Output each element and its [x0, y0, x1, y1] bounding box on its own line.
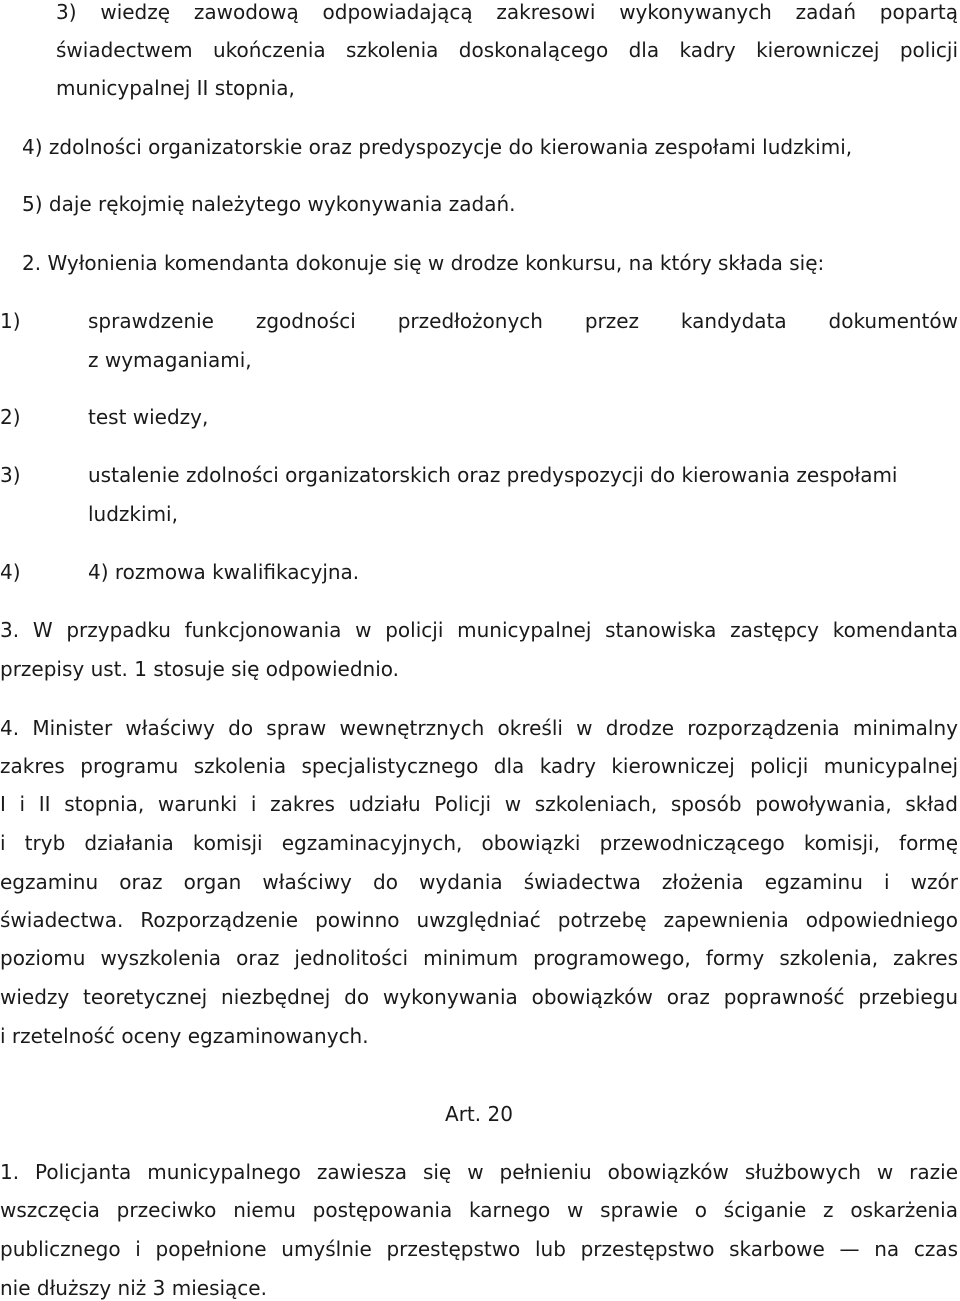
section-2-item-3-line-2: ludzkimi, — [88, 502, 178, 526]
section-4-line-9: i rzetelność oceny egzaminowanych. — [0, 1024, 369, 1048]
section-2-intro: 2. Wyłonienia komendanta dokonuje się w drodze konkursu, na który składa się: — [22, 251, 825, 275]
item-3-line-2: świadectwem ukończenia szkolenia doskonalącego dla kadry kierowniczej policji — [56, 38, 958, 62]
section-4-line-5: egzaminu oraz organ właściwy do wydania świadectwa złożenia egzaminu i wzór — [0, 870, 958, 894]
item-3-line-3: municypalnej II stopnia, — [56, 76, 295, 100]
section-4-line-1: 4. Minister właściwy do spraw wewnętrznych określi w drodze rozporządzenia minimalny — [0, 716, 958, 740]
article-heading: Art. 20 — [445, 1102, 513, 1126]
section-4-line-7: poziomu wyszkolenia oraz jednolitości minimum programowego, formy szkolenia, zakres — [0, 946, 958, 970]
section-2-item-3-line-1: ustalenie zdolności organizatorskich oraz predyspozycji do kierowania zespołami — [88, 463, 898, 487]
section-2-item-1-line-1: sprawdzenie zgodności przedłożonych przez kandydata dokumentów — [88, 309, 958, 333]
section-2-item-4-number: 4) — [0, 560, 21, 584]
section-2-item-4-line-1: 4) rozmowa kwalifikacyjna. — [88, 560, 360, 584]
art20-section-1-line-2: wszczęcia przeciwko niemu postępowania karnego w sprawie o ściganie z oskarżenia — [0, 1198, 958, 1222]
section-2-item-3-number: 3) — [0, 463, 21, 487]
section-2-item-1-line-2: z wymaganiami, — [88, 348, 252, 372]
section-4-line-6: świadectwa. Rozporządzenie powinno uwzględniać potrzebę zapewnienia odpowiedniego — [0, 908, 958, 932]
section-2-item-2-number: 2) — [0, 405, 21, 429]
section-3-line-1: 3. W przypadku funkcjonowania w policji municypalnej stanowiska zastępcy komendanta — [0, 618, 958, 642]
section-4-line-3: I i II stopnia, warunki i zakres udziału Policji w szkoleniach, sposób powoływania, skład — [0, 792, 958, 816]
section-3-line-2: przepisy ust. 1 stosuje się odpowiednio. — [0, 657, 400, 681]
section-2-item-1-number: 1) — [0, 309, 21, 333]
section-4-line-2: zakres programu szkolenia specjalistycznego dla kadry kierowniczej policji municypalnej — [0, 754, 958, 778]
section-4-line-4: i tryb działania komisji egzaminacyjnych, obowiązki przewodniczącego komisji, formę — [0, 831, 958, 855]
item-3-line-1: 3) wiedzę zawodową odpowiadającą zakresowi wykonywanych zadań popartą — [56, 0, 958, 24]
art20-section-1-line-4: nie dłuższy niż 3 miesiące. — [0, 1276, 267, 1300]
art20-section-1-line-3: publicznego i popełnione umyślnie przestępstwo lub przestępstwo skarbowe — na czas — [0, 1237, 958, 1261]
section-2-item-2-line-1: test wiedzy, — [88, 405, 209, 429]
section-4-line-8: wiedzy teoretycznej niezbędnej do wykonywania obowiązków oraz poprawność przebiegu — [0, 985, 958, 1009]
item-4-line-1: 4) zdolności organizatorskie oraz predyspozycje do kierowania zespołami ludzkimi, — [22, 135, 853, 159]
art20-section-1-line-1: 1. Policjanta municypalnego zawiesza się w pełnieniu obowiązków służbowych w razie — [0, 1160, 958, 1184]
item-5-line-1: 5) daje rękojmię należytego wykonywania zadań. — [22, 192, 516, 216]
